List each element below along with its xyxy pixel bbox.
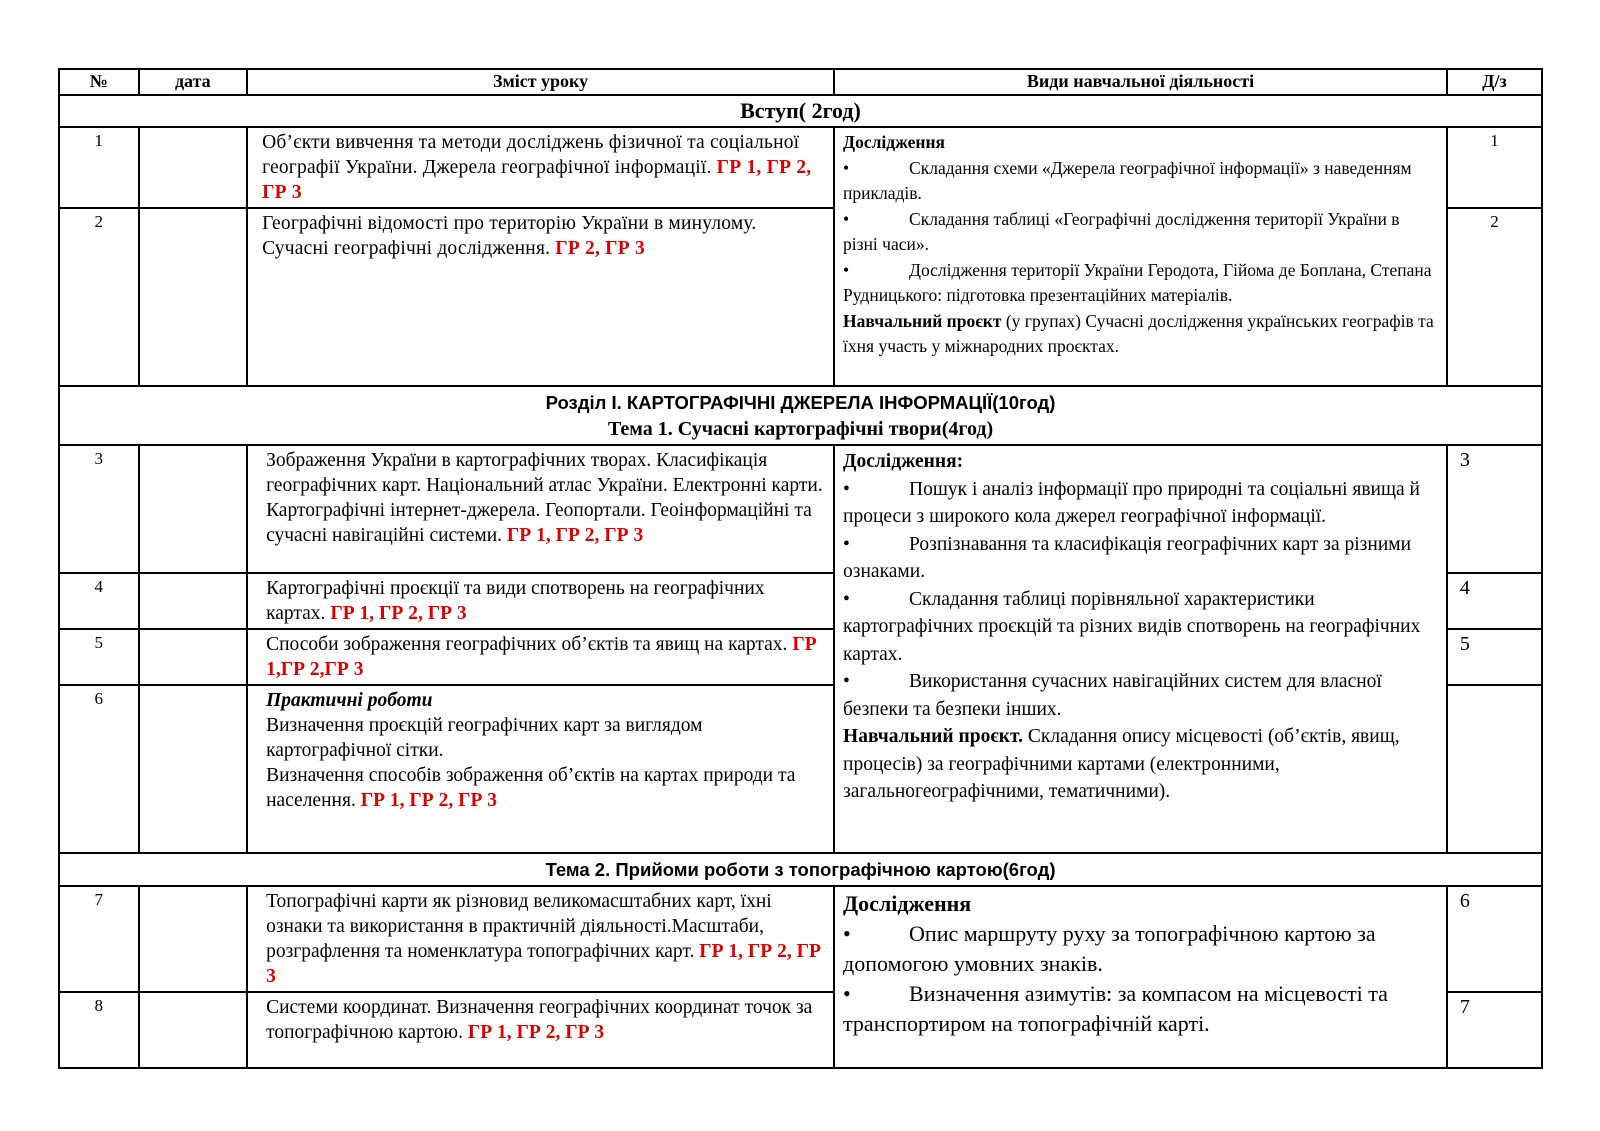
activities-cell [834, 445, 1447, 853]
section-title [59, 386, 1542, 445]
activity-bullet: • Визначення азимутів: за компасом на місцевості та транспортиром на топографічній карті. [843, 981, 1388, 1036]
lesson-number: 2 [59, 208, 139, 386]
lesson-content: Системи координат. Визначення географічних координат точок за топографічною картою. ГР 1, ГР 2, ГР 3 [247, 992, 834, 1068]
lesson-content: Способи зображення географічних об’єктів та явищ на картах. ГР 1,ГР 2,ГР 3 [247, 629, 834, 685]
lesson-date [139, 208, 248, 386]
lesson-content: Топографічні карти як різновид великомасштабних карт, їхні ознаки та використання в практичній діяльності.Масштаби, розграфлення та номенклатура топографічних карт. ГР 1, ГР 2, ГР 3 [247, 886, 834, 992]
activity-bullet: • Складання таблиці «Географічні дослідження території України в різні часи». [843, 208, 1400, 254]
activities-heading: Дослідження [843, 132, 945, 152]
section-title-intro: Вступ( 2год) [59, 95, 1542, 127]
activities-heading: Дослідження [843, 891, 972, 916]
lesson-content: Географічні відомості про територію України в минулому. Сучасні географічні дослідження. ГР 2, ГР 3 [247, 208, 834, 386]
lesson-date [139, 127, 248, 208]
lesson-number: 5 [59, 629, 139, 685]
header-activities: Види навчальної діяльності [834, 69, 1447, 95]
section-row [59, 853, 1542, 886]
gr-tag: ГР 1, ГР 2, ГР 3 [262, 157, 812, 203]
project-text: Складання опису місцевості (об’єктів, явищ, процесів) за географічними картами (електронними, загальногеографічними, тематичними). [843, 726, 1400, 802]
project-label: Навчальний проєкт [843, 310, 1002, 331]
homework: 7 [1447, 992, 1542, 1068]
homework: 1 [1447, 127, 1542, 208]
homework: 5 [1447, 629, 1542, 685]
gr-tag: ГР 1, ГР 2, ГР 3 [266, 941, 821, 987]
lesson-number: 4 [59, 573, 139, 629]
activities-heading: Дослідження: [843, 451, 964, 472]
lesson-plan-table [58, 68, 1543, 1069]
activity-bullet: • Розпізнавання та класифікація географічних карт за різними ознаками. [843, 533, 1412, 582]
gr-tag: ГР 1, ГР 2, ГР 3 [467, 1022, 605, 1043]
activity-bullet: • Опис маршруту руху за топографічною картою за допомогою умовних знаків. [843, 921, 1376, 976]
lesson-date [139, 629, 248, 685]
practical-heading: Практичні роботи [266, 690, 433, 711]
lesson-number: 6 [59, 685, 139, 853]
lesson-number: 7 [59, 886, 139, 992]
lesson-number: 1 [59, 127, 139, 208]
project-label: Навчальний проєкт. [843, 726, 1023, 747]
lesson-date [139, 685, 248, 853]
header-content: Зміст уроку [247, 69, 834, 95]
lesson-content: Зображення України в картографічних творах. Класифікація географічних карт. Національний атлас України. Електронні карти. Картографічні інтернет-джерела. Геопортали. Геоінформаційні та сучасні навігаційні системи. ГР 1, ГР 2, ГР 3 [247, 445, 834, 573]
section-row [59, 386, 1542, 445]
gr-tag: ГР 2, ГР 3 [555, 238, 645, 259]
homework: 4 [1447, 573, 1542, 629]
gr-tag: ГР 1, ГР 2, ГР 3 [506, 525, 644, 546]
header-date: дата [139, 69, 248, 95]
gr-tag: ГР 1, ГР 2, ГР 3 [330, 603, 467, 624]
section-title-1: Розділ І. КАРТОГРАФІЧНІ ДЖЕРЕЛА ІНФОРМАЦІЇ(10год) [545, 392, 1056, 413]
homework: 6 [1447, 886, 1542, 992]
activity-bullet: • Використання сучасних навігаційних систем для власної безпеки та безпеки інших. [843, 671, 1382, 720]
table-row [59, 445, 1542, 573]
activity-bullet: • Дослідження території України Геродота, Гійома де Боплана, Степана Рудницького: підготовка презентаційних матеріалів. [843, 259, 1432, 305]
lesson-date [139, 992, 248, 1068]
activities-cell [834, 127, 1447, 386]
lesson-date [139, 573, 248, 629]
lesson-content: Практичні роботи Визначення проєкцій географічних карт за виглядом картографічної сітки. Визначення способів зображення об’єктів на картах природи та населення. ГР 1, ГР 2, ГР 3 [247, 685, 834, 853]
theme-title-2: Тема 2. Прийоми роботи з топографічною картою(6год) [59, 853, 1542, 886]
theme-title-1: Тема 1. Сучасні картографічні твори(4год) [607, 418, 994, 440]
lesson-number: 8 [59, 992, 139, 1068]
lesson-number: 3 [59, 445, 139, 573]
homework [1447, 685, 1542, 853]
gr-tag: ГР 1,ГР 2,ГР 3 [266, 634, 817, 680]
table-row [59, 886, 1542, 992]
section-row [59, 95, 1542, 127]
header-row [59, 69, 1542, 95]
header-homework: Д/з [1447, 69, 1542, 95]
header-number: № [59, 69, 139, 95]
table-row [59, 127, 1542, 208]
homework: 3 [1447, 445, 1542, 573]
lesson-content: Об’єкти вивчення та методи досліджень фізичної та соціальної географії України. Джерела географічної інформації. ГР 1, ГР 2, ГР 3 [247, 127, 834, 208]
lesson-content: Картографічні проєкції та види спотворень на географічних картах. ГР 1, ГР 2, ГР 3 [247, 573, 834, 629]
activities-cell [834, 886, 1447, 1068]
lesson-date [139, 445, 248, 573]
activity-bullet: • Пошук і аналіз інформації про природні та соціальні явища й процеси з широкого кола джерел географічної інформації. [843, 478, 1420, 527]
homework: 2 [1447, 208, 1542, 386]
gr-tag: ГР 1, ГР 2, ГР 3 [360, 790, 498, 811]
activity-bullet: • Складання схеми «Джерела географічної інформації» з наведенням прикладів. [843, 157, 1412, 203]
project-text: (у групах) Сучасні дослідження українських географів та їхня участь у міжнародних проєктах. [843, 310, 1434, 356]
activity-bullet: • Складання таблиці порівняльної характеристики картографічних проєкцій та різних видів спотворень на географічних картах. [843, 588, 1421, 665]
lesson-date [139, 886, 248, 992]
